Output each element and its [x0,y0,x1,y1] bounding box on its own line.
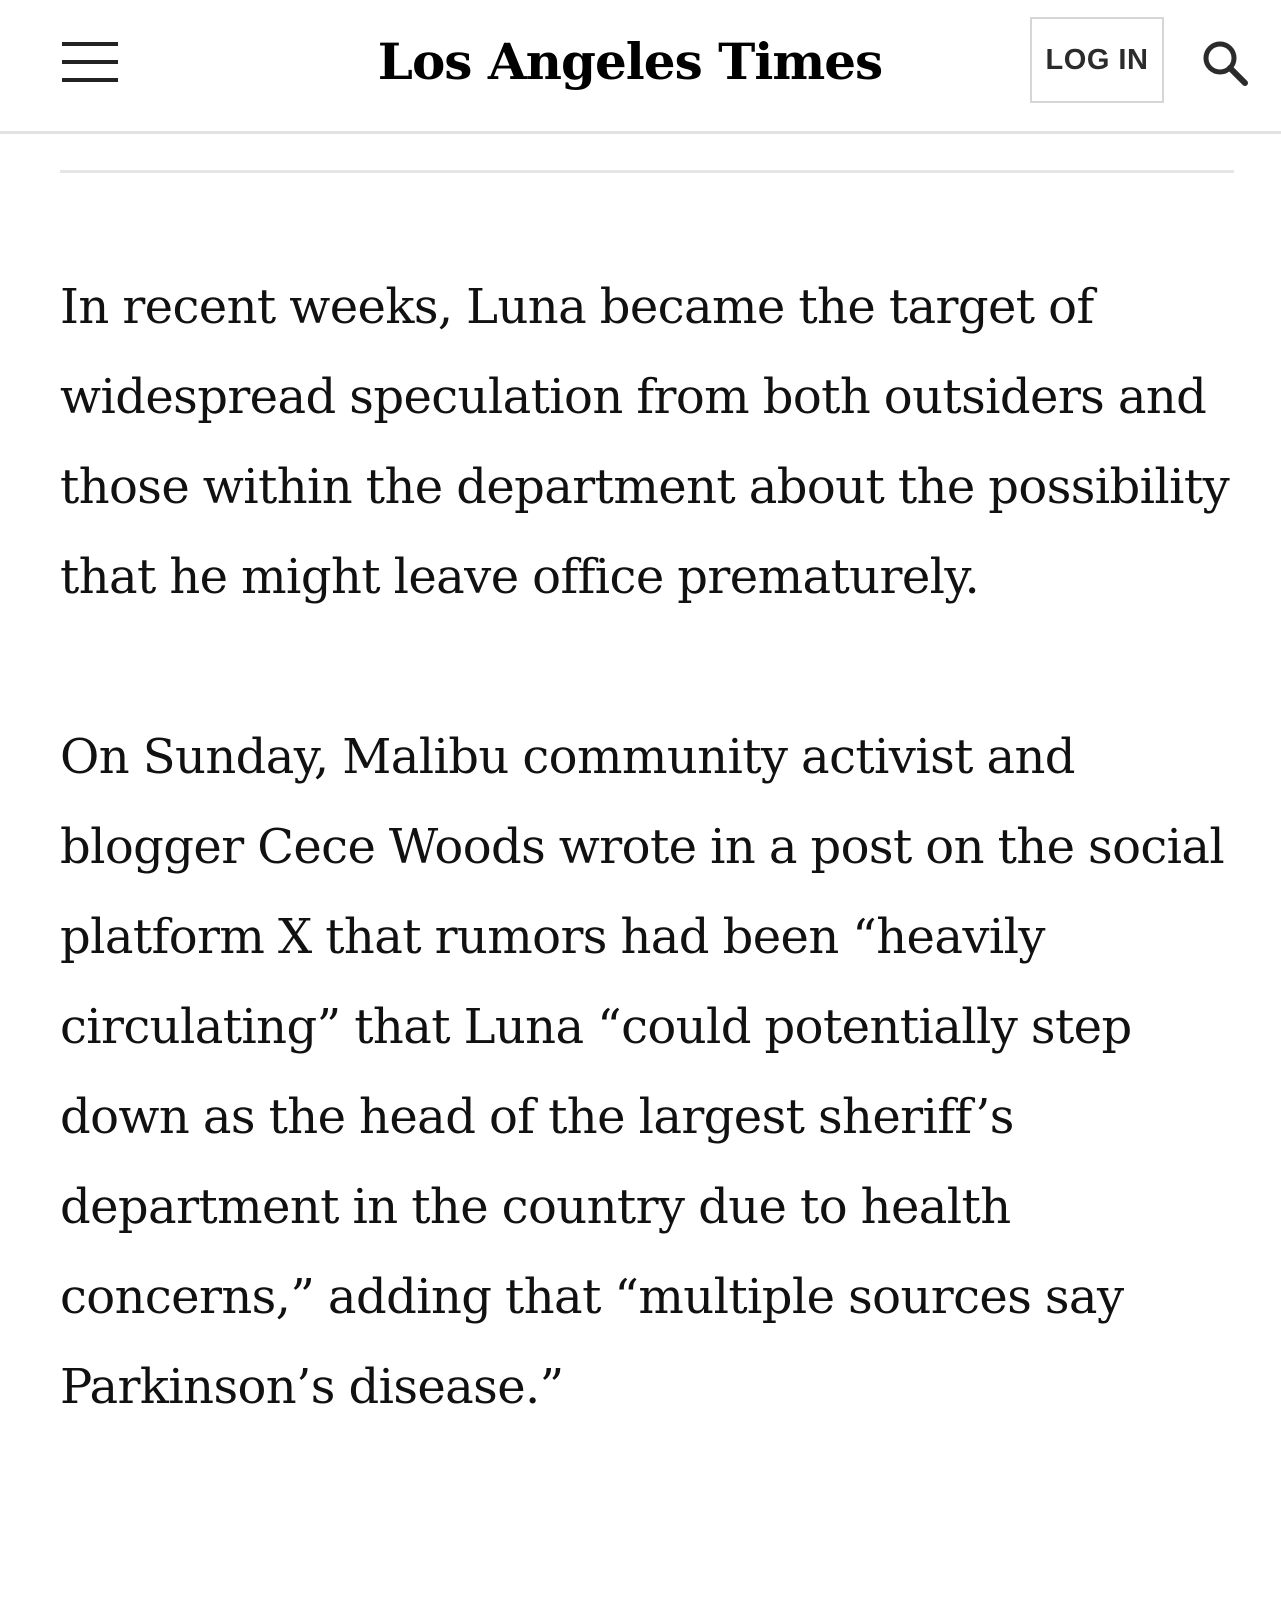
site-logo[interactable]: Los Angeles Times [377,32,883,91]
hamburger-menu-icon [62,42,118,46]
content-divider [60,170,1234,173]
hamburger-menu-icon-bar [62,78,118,82]
search-button[interactable] [1198,36,1254,92]
article-paragraph: In recent weeks, Luna became the target of widespread speculation from both outsiders and those within the department about the possibility that he might leave office prematurely. [60,279,1230,605]
article-paragraph: On Sunday, Malibu community activist and blogger Cece Woods wrote in a post on the social platform X that rumors had been “heavily circulating” that Luna “could potentially step down as the head of the largest sheriff’s department in the country due to health concerns,” adding that “multiple sources say Parkinson’s disease.” [60,729,1225,1415]
top-navigation-bar [0,0,1281,134]
menu-button[interactable] [56,36,120,88]
hamburger-menu-icon-bar [62,60,118,64]
article-body [60,262,1234,1432]
login-button[interactable]: LOG IN [1030,17,1164,103]
search-icon [1198,36,1254,92]
